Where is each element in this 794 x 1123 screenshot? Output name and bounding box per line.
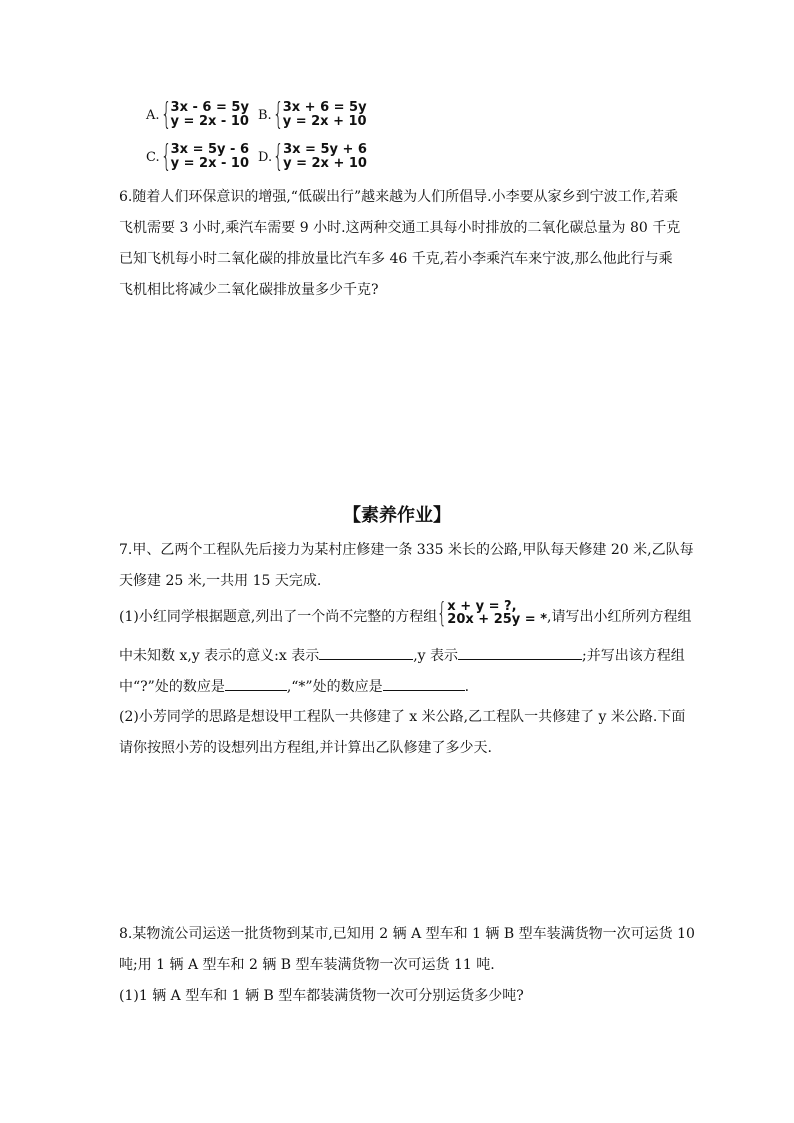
equation-system xyxy=(283,143,367,171)
q7-part1-end: ,请写出小红所列方程组 xyxy=(547,609,692,625)
answer-blank-y[interactable] xyxy=(458,645,582,660)
q8-line: 8.某物流公司运送一批货物到某市,已知用 2 辆 A 型车和 1 辆 B 型车装满货物一次可运货 10 xyxy=(119,926,695,942)
equation: y = 2x - 10 xyxy=(170,156,250,171)
text: . xyxy=(464,679,470,695)
q8-line: (1)1 辆 A 型车和 1 辆 B 型车都装满货物一次可分别运货多少吨? xyxy=(119,988,524,1004)
equation-system xyxy=(171,143,249,171)
option-label: A. xyxy=(146,107,160,123)
brace-icon: { xyxy=(160,139,172,174)
q7-line-blanks xyxy=(119,676,469,697)
equation: y = 2x + 10 xyxy=(283,156,367,171)
q6-line: 已知飞机每小时二氧化碳的排放量比汽车多 46 千克,若小李乘汽车来宁波,那么他此行与乘 xyxy=(119,251,673,267)
brace-icon: { xyxy=(160,97,172,132)
answer-blank-x[interactable] xyxy=(319,645,413,660)
equation: x + y = ?, xyxy=(447,599,517,614)
equation: 20x + 25y = * xyxy=(447,612,548,627)
option-d xyxy=(258,139,367,174)
q8-line: 吨;用 1 辆 A 型车和 2 辆 B 型车装满货物一次可运货 11 吨. xyxy=(119,957,495,973)
text: ,y 表示 xyxy=(413,648,459,664)
q7-line: 天修建 25 米,一共用 15 天完成. xyxy=(119,573,322,589)
q6-line: 飞机相比将减少二氧化碳排放量多少千克? xyxy=(119,282,379,298)
option-c xyxy=(146,139,250,174)
equation: 3x + 6 = 5y xyxy=(282,100,367,115)
brace-icon: { xyxy=(437,596,448,629)
q7-part1-start: (1)小红同学根据题意,列出了一个尚不完整的方程组 xyxy=(119,609,438,625)
section-title: 【素养作业】 xyxy=(343,505,451,526)
q7-line: 请你按照小芳的设想列出方程组,并计算出乙队修建了多少天. xyxy=(119,740,492,756)
q7-line: (2)小芳同学的思路是想设甲工程队一共修建了 x 米公路,乙工程队一共修建了 y 米公路.下面 xyxy=(119,709,686,725)
q6-line: 飞机需要 3 小时,乘汽车需要 9 小时.这两种交通工具每小时排放的二氧化碳总量为 80 千克 xyxy=(119,220,681,236)
option-label: D. xyxy=(258,149,273,165)
equation: y = 2x + 10 xyxy=(282,114,367,129)
text: 中未知数 x,y 表示的意义:x 表示 xyxy=(119,648,320,664)
option-label: C. xyxy=(146,149,160,165)
answer-blank-question[interactable] xyxy=(225,676,287,691)
brace-icon: { xyxy=(273,139,284,174)
equation-system xyxy=(283,101,367,129)
text: ;并写出该方程组 xyxy=(582,648,685,664)
text: 中“?”处的数应是 xyxy=(119,679,225,695)
equation: y = 2x - 10 xyxy=(170,114,249,129)
q6-line: 6.随着人们环保意识的增强,“低碳出行”越来越为人们所倡导.小李要从家乡到宁波工作,若乘 xyxy=(119,189,679,205)
answer-blank-star[interactable] xyxy=(383,676,465,691)
equation-system xyxy=(171,101,249,129)
option-label: B. xyxy=(258,107,272,123)
option-b xyxy=(258,97,367,132)
equation: 3x - 6 = 5y xyxy=(170,100,249,115)
brace-icon: { xyxy=(272,97,284,132)
equation-system xyxy=(437,596,548,629)
q7-line: 7.甲、乙两个工程队先后接力为某村庄修建一条 335 米长的公路,甲队每天修建 20 米,乙队每 xyxy=(119,542,694,558)
option-a xyxy=(146,97,249,132)
q7-part1 xyxy=(119,596,692,630)
equation: 3x = 5y - 6 xyxy=(170,142,250,157)
text: ,“*”处的数应是 xyxy=(286,679,383,695)
q7-line-blanks xyxy=(119,645,685,666)
equation: 3x = 5y + 6 xyxy=(283,142,367,157)
